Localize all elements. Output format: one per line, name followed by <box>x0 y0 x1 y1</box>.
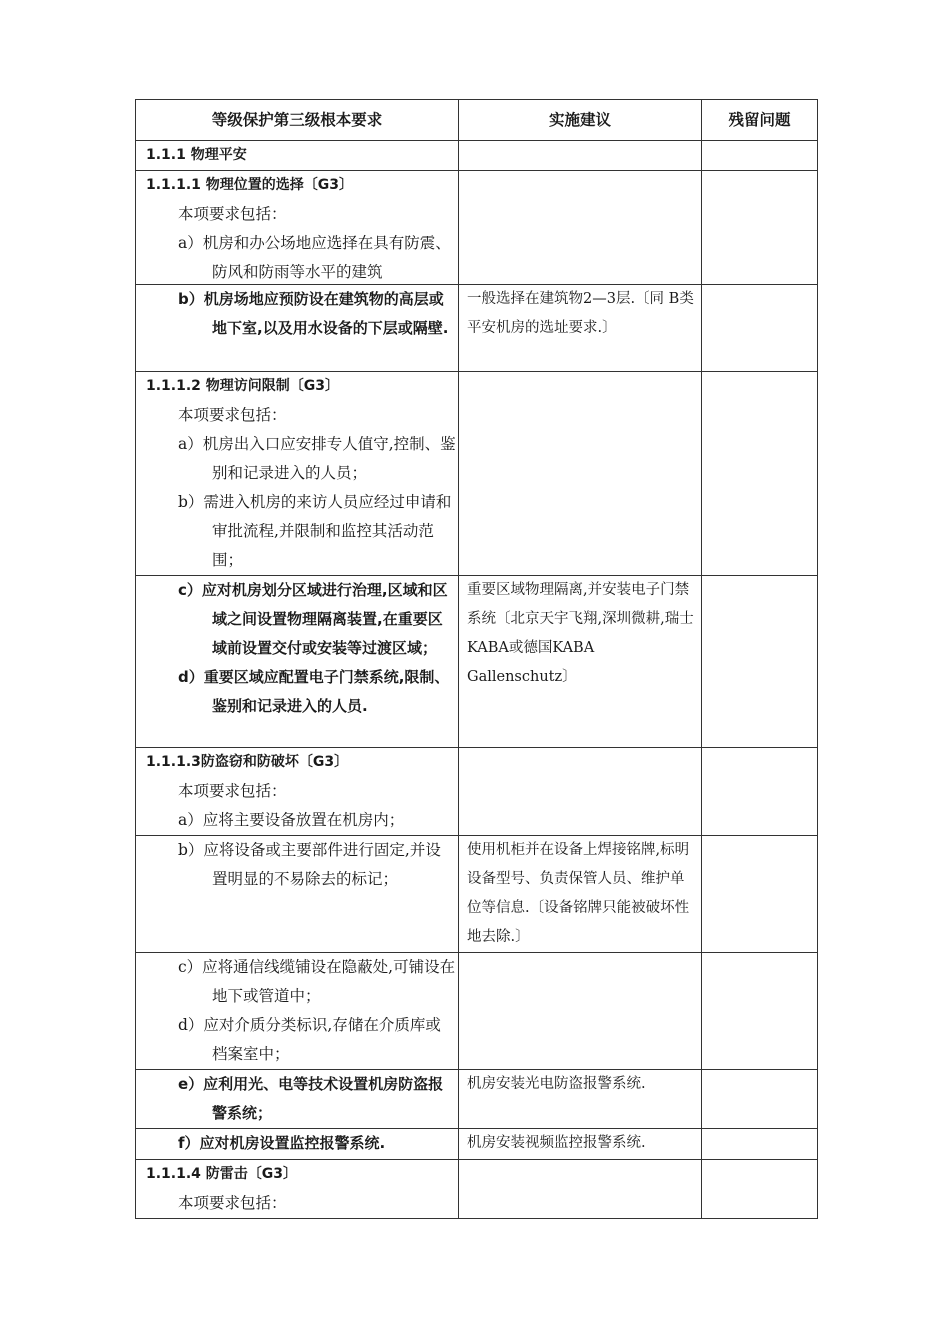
suggestion-cell <box>459 285 702 372</box>
section-heading: 1.1.1.3防盗窃和防破坏〔G3〕 <box>146 754 349 770</box>
table-row <box>136 748 818 836</box>
section-heading: 1.1.1 物理平安 <box>146 147 247 163</box>
residual-cell <box>702 1160 818 1219</box>
requirement-cell <box>136 576 459 748</box>
table-row <box>136 141 818 171</box>
requirement-item: f）应对机房设置监控报警系统. <box>178 1134 386 1152</box>
requirement-cell <box>136 953 459 1070</box>
requirement-item: b）机房场地应预防设在建筑物的高层或地下室,以及用水设备的下层或隔壁. <box>178 290 449 337</box>
suggestion-text: 重要区域物理隔离,并安装电子门禁系统〔北京天宇飞翔,深圳微耕,瑞士 KABA或德国KABA Gallenschutz〕 <box>467 582 694 685</box>
requirement-cell <box>136 1070 459 1129</box>
suggestion-cell <box>459 1129 702 1160</box>
requirement-item: e）应利用光、电等技术设置机房防盗报警系统； <box>178 1075 444 1122</box>
residual-cell <box>702 836 818 953</box>
requirement-item: b）需进入机房的来访人员应经过申请和审批流程,并限制和监控其活动范围； <box>178 493 452 569</box>
section-heading: 1.1.1.1 物理位置的选择〔G3〕 <box>146 177 354 193</box>
requirements-table <box>135 99 818 1219</box>
residual-cell <box>702 1070 818 1129</box>
suggestion-cell <box>459 748 702 836</box>
residual-cell <box>702 953 818 1070</box>
residual-cell <box>702 171 818 285</box>
intro-text: 本项要求包括： <box>178 1194 287 1212</box>
requirement-cell <box>136 372 459 576</box>
requirement-item: d）应对介质分类标识,存储在介质库或档案室中； <box>178 1016 441 1063</box>
requirement-item: a）应将主要设备放置在机房内； <box>178 811 405 829</box>
requirement-item: a）机房出入口应安排专人值守,控制、鉴别和记录进入的人员； <box>178 435 456 482</box>
table-row <box>136 1070 818 1129</box>
suggestion-cell <box>459 576 702 748</box>
requirement-cell <box>136 285 459 372</box>
residual-cell <box>702 1129 818 1160</box>
table-row <box>136 285 818 372</box>
requirement-item: c）应将通信线缆铺设在隐蔽处,可铺设在地下或管道中； <box>178 958 456 1005</box>
requirement-cell <box>136 1160 459 1219</box>
requirement-cell <box>136 141 459 171</box>
suggestion-text: 机房安装视频监控报警系统. <box>467 1135 646 1151</box>
suggestion-cell <box>459 1160 702 1219</box>
requirement-cell <box>136 171 459 285</box>
suggestion-cell <box>459 171 702 285</box>
requirement-item: c）应对机房划分区域进行治理,区域和区域之间设置物理隔离装置,在重要区域前设置交付或安装等过渡区域； <box>178 581 448 657</box>
table-row <box>136 1160 818 1219</box>
residual-cell <box>702 576 818 748</box>
requirement-item: d）重要区域应配置电子门禁系统,限制、鉴别和记录进入的人员. <box>178 668 450 715</box>
requirement-cell <box>136 836 459 953</box>
requirement-cell <box>136 748 459 836</box>
table-row <box>136 953 818 1070</box>
residual-cell <box>702 748 818 836</box>
intro-text: 本项要求包括： <box>178 782 287 800</box>
intro-text: 本项要求包括： <box>178 205 287 223</box>
suggestion-cell <box>459 1070 702 1129</box>
table-row <box>136 171 818 285</box>
table-header-row <box>136 100 818 141</box>
header-residual: 残留问题 <box>702 100 818 141</box>
suggestion-text: 使用机柜并在设备上焊接铭牌,标明设备型号、负责保管人员、维护单位等信息.〔设备铭牌只能被破坏性地去除.〕 <box>467 842 690 945</box>
section-heading: 1.1.1.2 物理访问限制〔G3〕 <box>146 378 340 394</box>
suggestion-cell <box>459 953 702 1070</box>
suggestion-cell <box>459 836 702 953</box>
header-requirements: 等级保护第三级根本要求 <box>136 100 459 141</box>
residual-cell <box>702 141 818 171</box>
table-row <box>136 836 818 953</box>
table-row <box>136 576 818 748</box>
table-row <box>136 372 818 576</box>
requirement-item: a）机房和办公场地应选择在具有防震、防风和防雨等水平的建筑 <box>178 234 451 281</box>
table-row <box>136 1129 818 1160</box>
residual-cell <box>702 285 818 372</box>
suggestion-cell <box>459 372 702 576</box>
header-suggestion: 实施建议 <box>459 100 702 141</box>
suggestion-text: 机房安装光电防盗报警系统. <box>467 1076 646 1092</box>
suggestion-cell <box>459 141 702 171</box>
residual-cell <box>702 372 818 576</box>
intro-text: 本项要求包括： <box>178 406 287 424</box>
suggestion-text: 一般选择在建筑物2—3层.〔同 B类平安机房的选址要求.〕 <box>467 291 694 336</box>
section-heading: 1.1.1.4 防雷击〔G3〕 <box>146 1166 298 1182</box>
requirement-item: b）应将设备或主要部件进行固定,并设置明显的不易除去的标记； <box>178 841 441 888</box>
requirement-cell <box>136 1129 459 1160</box>
